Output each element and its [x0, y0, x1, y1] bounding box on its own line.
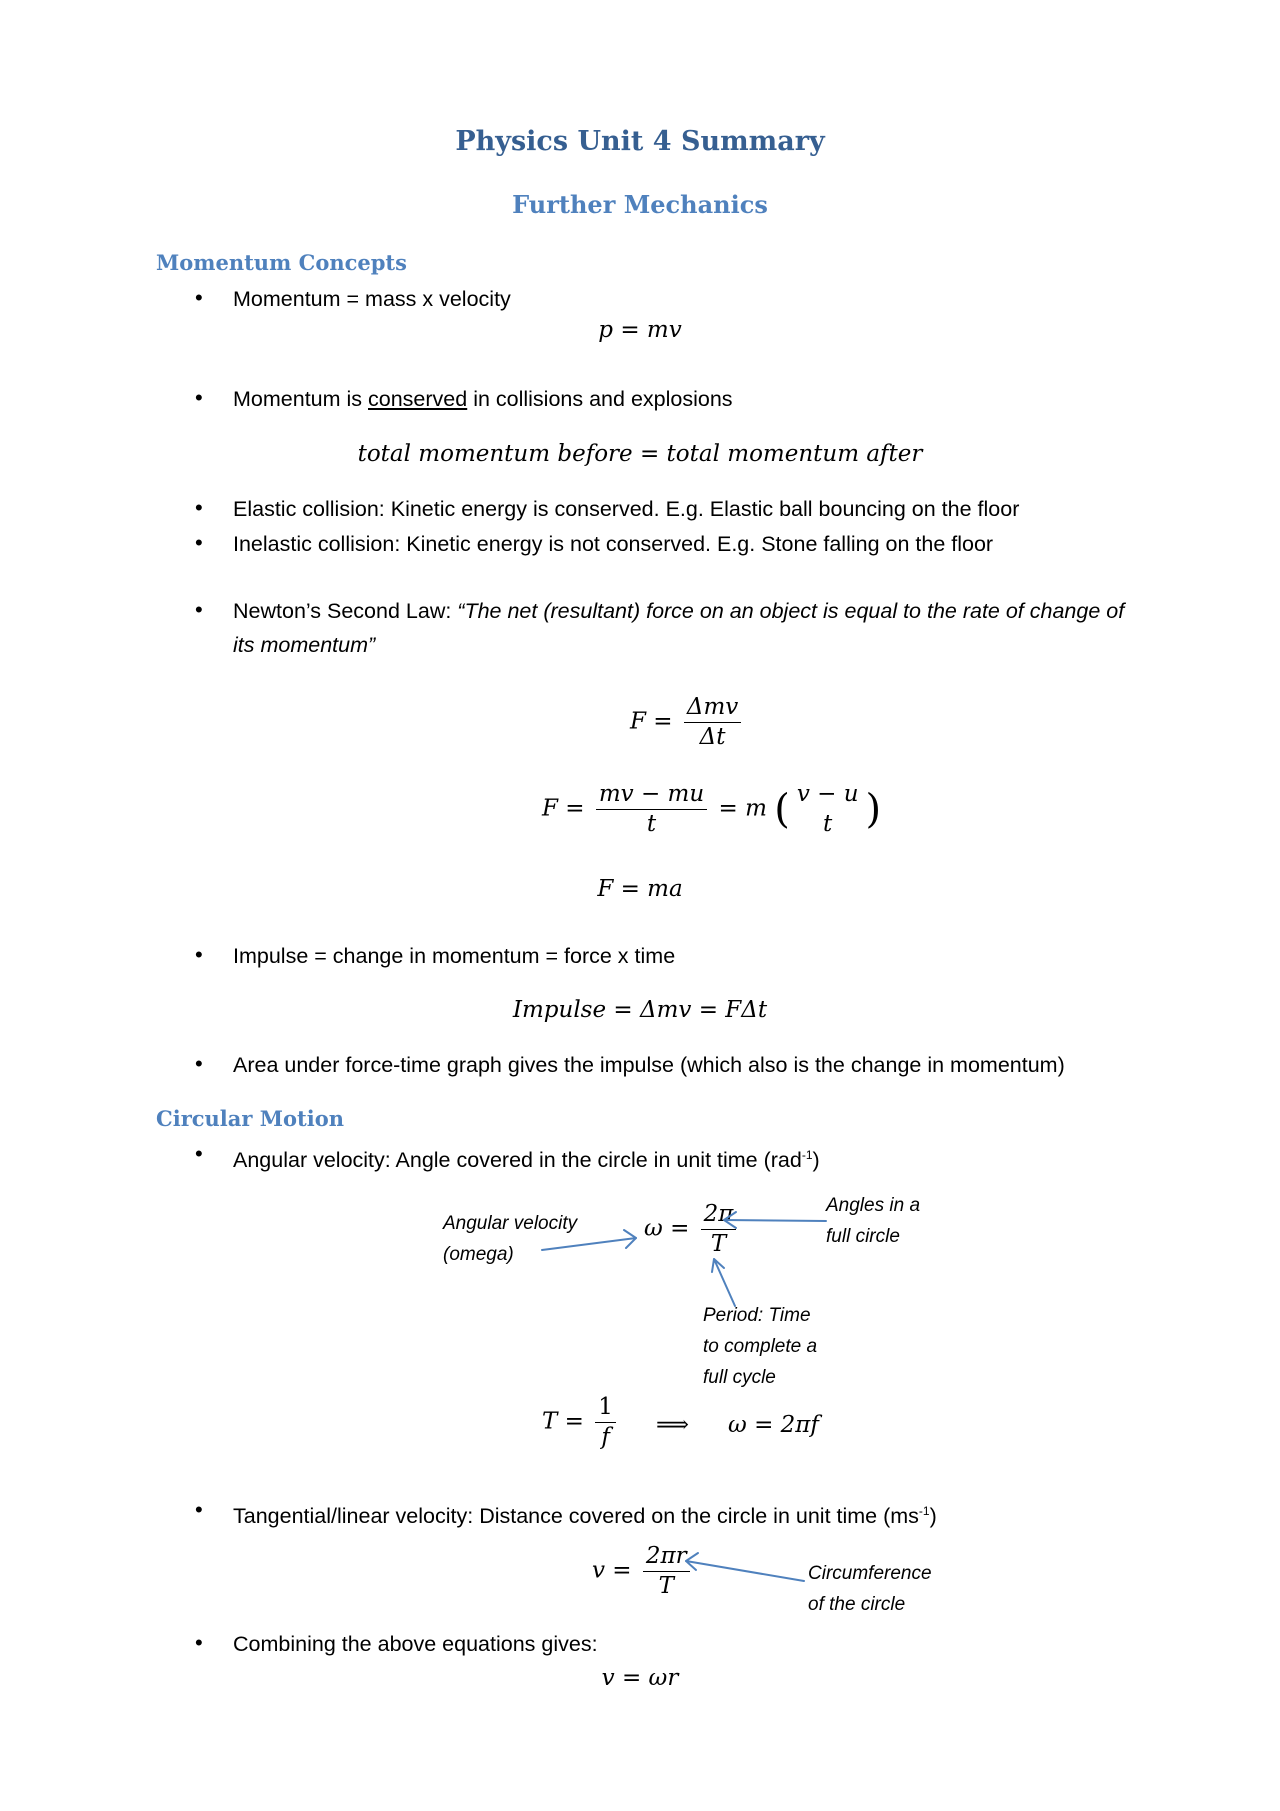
eq-lhs: v = [592, 1557, 632, 1584]
open-paren: ( [774, 786, 790, 833]
arrow-angular-velocity [542, 1238, 636, 1250]
arrow-circumference [686, 1561, 804, 1581]
text-segment: Momentum is [233, 387, 369, 411]
bullet-dot: • [195, 530, 203, 555]
bullet-dot: • [195, 1497, 203, 1522]
annotation-line: (omega) [443, 1244, 514, 1265]
bullet-dot: • [195, 1630, 203, 1655]
text-segment: Newton’s Second Law: [233, 599, 458, 623]
bullet-dot: • [195, 285, 203, 310]
annotation-line: Angles in a [826, 1195, 921, 1216]
numerator: 2πr [643, 1545, 690, 1572]
page-subtitle: Further Mechanics [512, 190, 768, 219]
close-paren: ) [865, 786, 882, 833]
annotation-line: Angular velocity [443, 1213, 578, 1234]
numerator: 1 [595, 1396, 616, 1423]
text-segment: ) [812, 1148, 820, 1173]
equation-force-ma: F = ma [597, 876, 683, 902]
arrow-period [714, 1259, 735, 1306]
arrow-angles [724, 1220, 826, 1221]
bullet-dot: • [195, 1051, 203, 1076]
denominator: T [710, 1231, 727, 1257]
annotation-line: Circumference [808, 1563, 932, 1584]
annotation-line: full circle [826, 1226, 900, 1247]
eq-mid: = m [718, 795, 767, 822]
superscript: -1 [918, 1504, 930, 1518]
equation-impulse: Impulse = Δmv = FΔt [512, 997, 768, 1023]
underlined-word: conserved [368, 387, 468, 411]
section-heading-momentum: Momentum Concepts [156, 250, 407, 275]
denominator: f [601, 1424, 610, 1450]
bullet-dot: • [195, 385, 203, 410]
implies-symbol: ⟹ [656, 1412, 689, 1438]
text-segment: Angular velocity: Angle covered in the circle in unit time (rad [233, 1148, 802, 1173]
bullet-dot: • [195, 1141, 203, 1166]
section-heading-circular: Circular Motion [156, 1106, 344, 1131]
annotation-line: full cycle [703, 1367, 776, 1388]
annotation-line: Period: Time [703, 1305, 811, 1326]
denominator: T [658, 1573, 674, 1599]
bullet-elastic-collision: Elastic collision: Kinetic energy is conserved. E.g. Elastic ball bouncing on the floor [233, 497, 1020, 521]
bullet-impulse: Impulse = change in momentum = force x time [233, 944, 676, 968]
superscript: -1 [801, 1148, 813, 1162]
eq-lhs: ω = [644, 1215, 690, 1242]
equation-omega-f: ω = 2πf [728, 1412, 819, 1438]
text-segment: Tangential/linear velocity: Distance covered on the circle in unit time (ms [233, 1504, 919, 1529]
numerator: Δmv [684, 696, 741, 723]
numerator: mv − mu [596, 783, 707, 810]
denominator: Δt [699, 724, 726, 750]
equation-v-omega-r: v = ωr [601, 1665, 679, 1691]
eq-lhs: F = [542, 795, 585, 822]
bullet-dot: • [195, 942, 203, 967]
bullet-inelastic-collision: Inelastic collision: Kinetic energy is not conserved. E.g. Stone falling on the floor [233, 532, 994, 556]
numerator: v − u [796, 781, 859, 807]
bullet-combining: Combining the above equations gives: [233, 1632, 598, 1656]
quote-text: “The net (resultant) force on an object is equal to the rate of change of its momentum” [233, 599, 1125, 657]
denominator: t [823, 811, 833, 837]
bullet-area-under-graph: Area under force-time graph gives the impulse (which also is the change in momentum) [233, 1053, 1065, 1077]
numerator: 2π [701, 1203, 737, 1230]
bullet-dot: • [195, 495, 203, 520]
denominator: t [646, 811, 657, 837]
eq-lhs: T = [542, 1408, 584, 1435]
eq-lhs: F = [630, 708, 673, 735]
page-title: Physics Unit 4 Summary [455, 126, 825, 157]
bullet-dot: • [195, 597, 203, 622]
text-segment: in collisions and explosions [467, 387, 733, 411]
text-segment: ) [929, 1504, 937, 1529]
equation-conservation: total momentum before = total momentum after [357, 441, 923, 467]
annotation-line: of the circle [808, 1594, 906, 1615]
annotation-line: to complete a [703, 1336, 818, 1357]
bullet-momentum-definition: Momentum = mass x velocity [233, 287, 511, 311]
equation-momentum: p = mv [598, 317, 682, 343]
